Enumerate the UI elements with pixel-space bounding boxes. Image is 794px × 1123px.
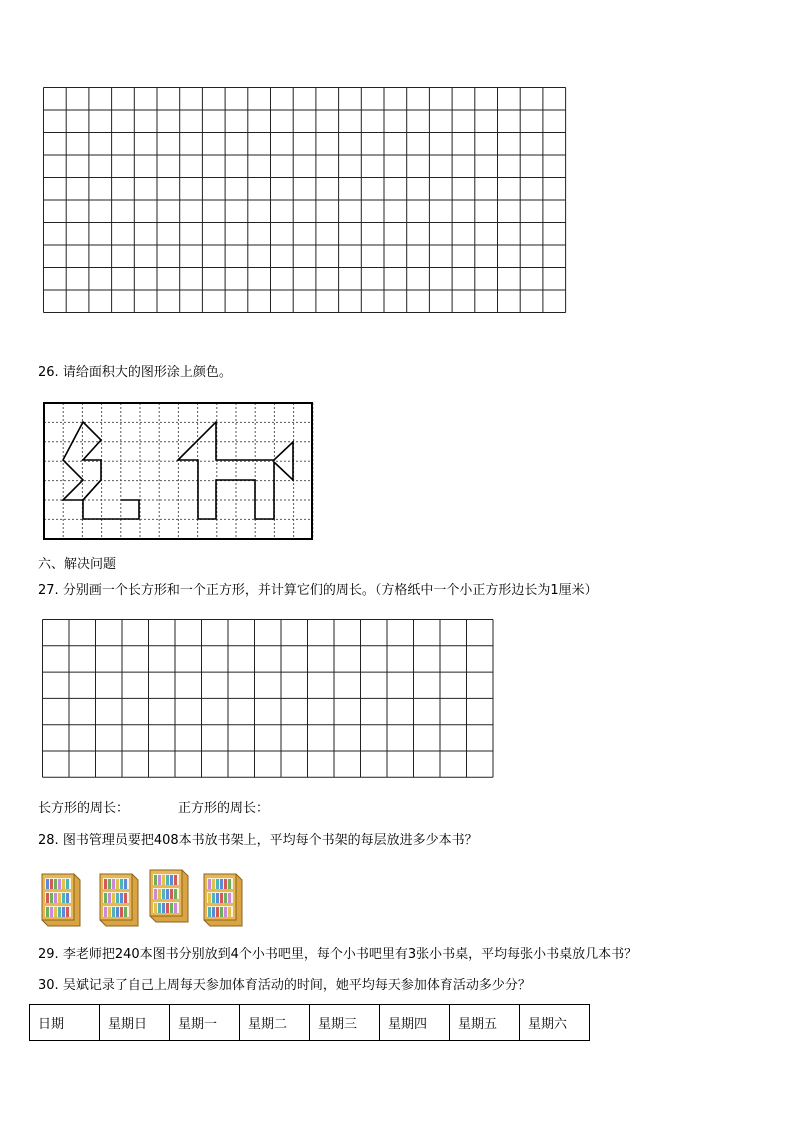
- rectangle-perimeter-label: 长方形的周长：: [38, 801, 130, 816]
- dotted-grid-figure: [43, 402, 315, 542]
- left-shape-tail: [83, 480, 139, 519]
- table-cell: 星期四: [380, 1005, 450, 1041]
- question-29: [38, 947, 637, 963]
- question-text: 李老师把240本图书分别放到4个小书吧里，每个小书吧里有3张小书桌，平均每张小书桌放几本书？: [62, 947, 638, 962]
- bookshelves-illustration: [38, 868, 248, 932]
- bookshelf-image: [146, 866, 190, 924]
- question-number: 28.: [38, 833, 59, 848]
- table-cell: 星期五: [450, 1005, 520, 1041]
- question-text: 分别画一个长方形和一个正方形，并计算它们的周长。（方格纸中一个小正方形边长为1厘米）: [62, 583, 598, 598]
- question-30: [38, 978, 531, 994]
- question-text: 吴斌记录了自己上周每天参加体育活动的时间，她平均每天参加体育活动多少分？: [62, 978, 531, 993]
- bookshelf-image: [96, 870, 140, 928]
- question-number: 27.: [38, 583, 59, 598]
- section-title: 六、解决问题: [38, 557, 117, 572]
- question-26: [38, 365, 232, 381]
- table-cell: 星期六: [520, 1005, 590, 1041]
- question-text: 图书管理员要把408本书放书架上，平均每个书架的每层放进多少本书？: [62, 833, 478, 848]
- question-number: 29.: [38, 947, 59, 962]
- bookshelf-image: [38, 870, 82, 928]
- table-cell: 星期二: [240, 1005, 310, 1041]
- question-number: 26.: [38, 365, 59, 380]
- table-cell: 星期三: [310, 1005, 380, 1041]
- activity-time-table: [29, 1004, 590, 1041]
- bookshelf-image: [200, 870, 244, 928]
- table-row: [30, 1005, 590, 1041]
- question-text: 请给面积大的图形涂上颜色。: [62, 365, 232, 380]
- drawing-grid-q27: [42, 619, 495, 779]
- question-27: [38, 583, 598, 599]
- table-cell: 日期: [30, 1005, 100, 1041]
- table-cell: 星期日: [100, 1005, 170, 1041]
- question-28: [38, 833, 478, 849]
- table-cell: 星期一: [170, 1005, 240, 1041]
- blank-grid-top: [43, 87, 568, 314]
- question-number: 30.: [38, 978, 59, 993]
- square-perimeter-label: 正方形的周长：: [178, 801, 270, 816]
